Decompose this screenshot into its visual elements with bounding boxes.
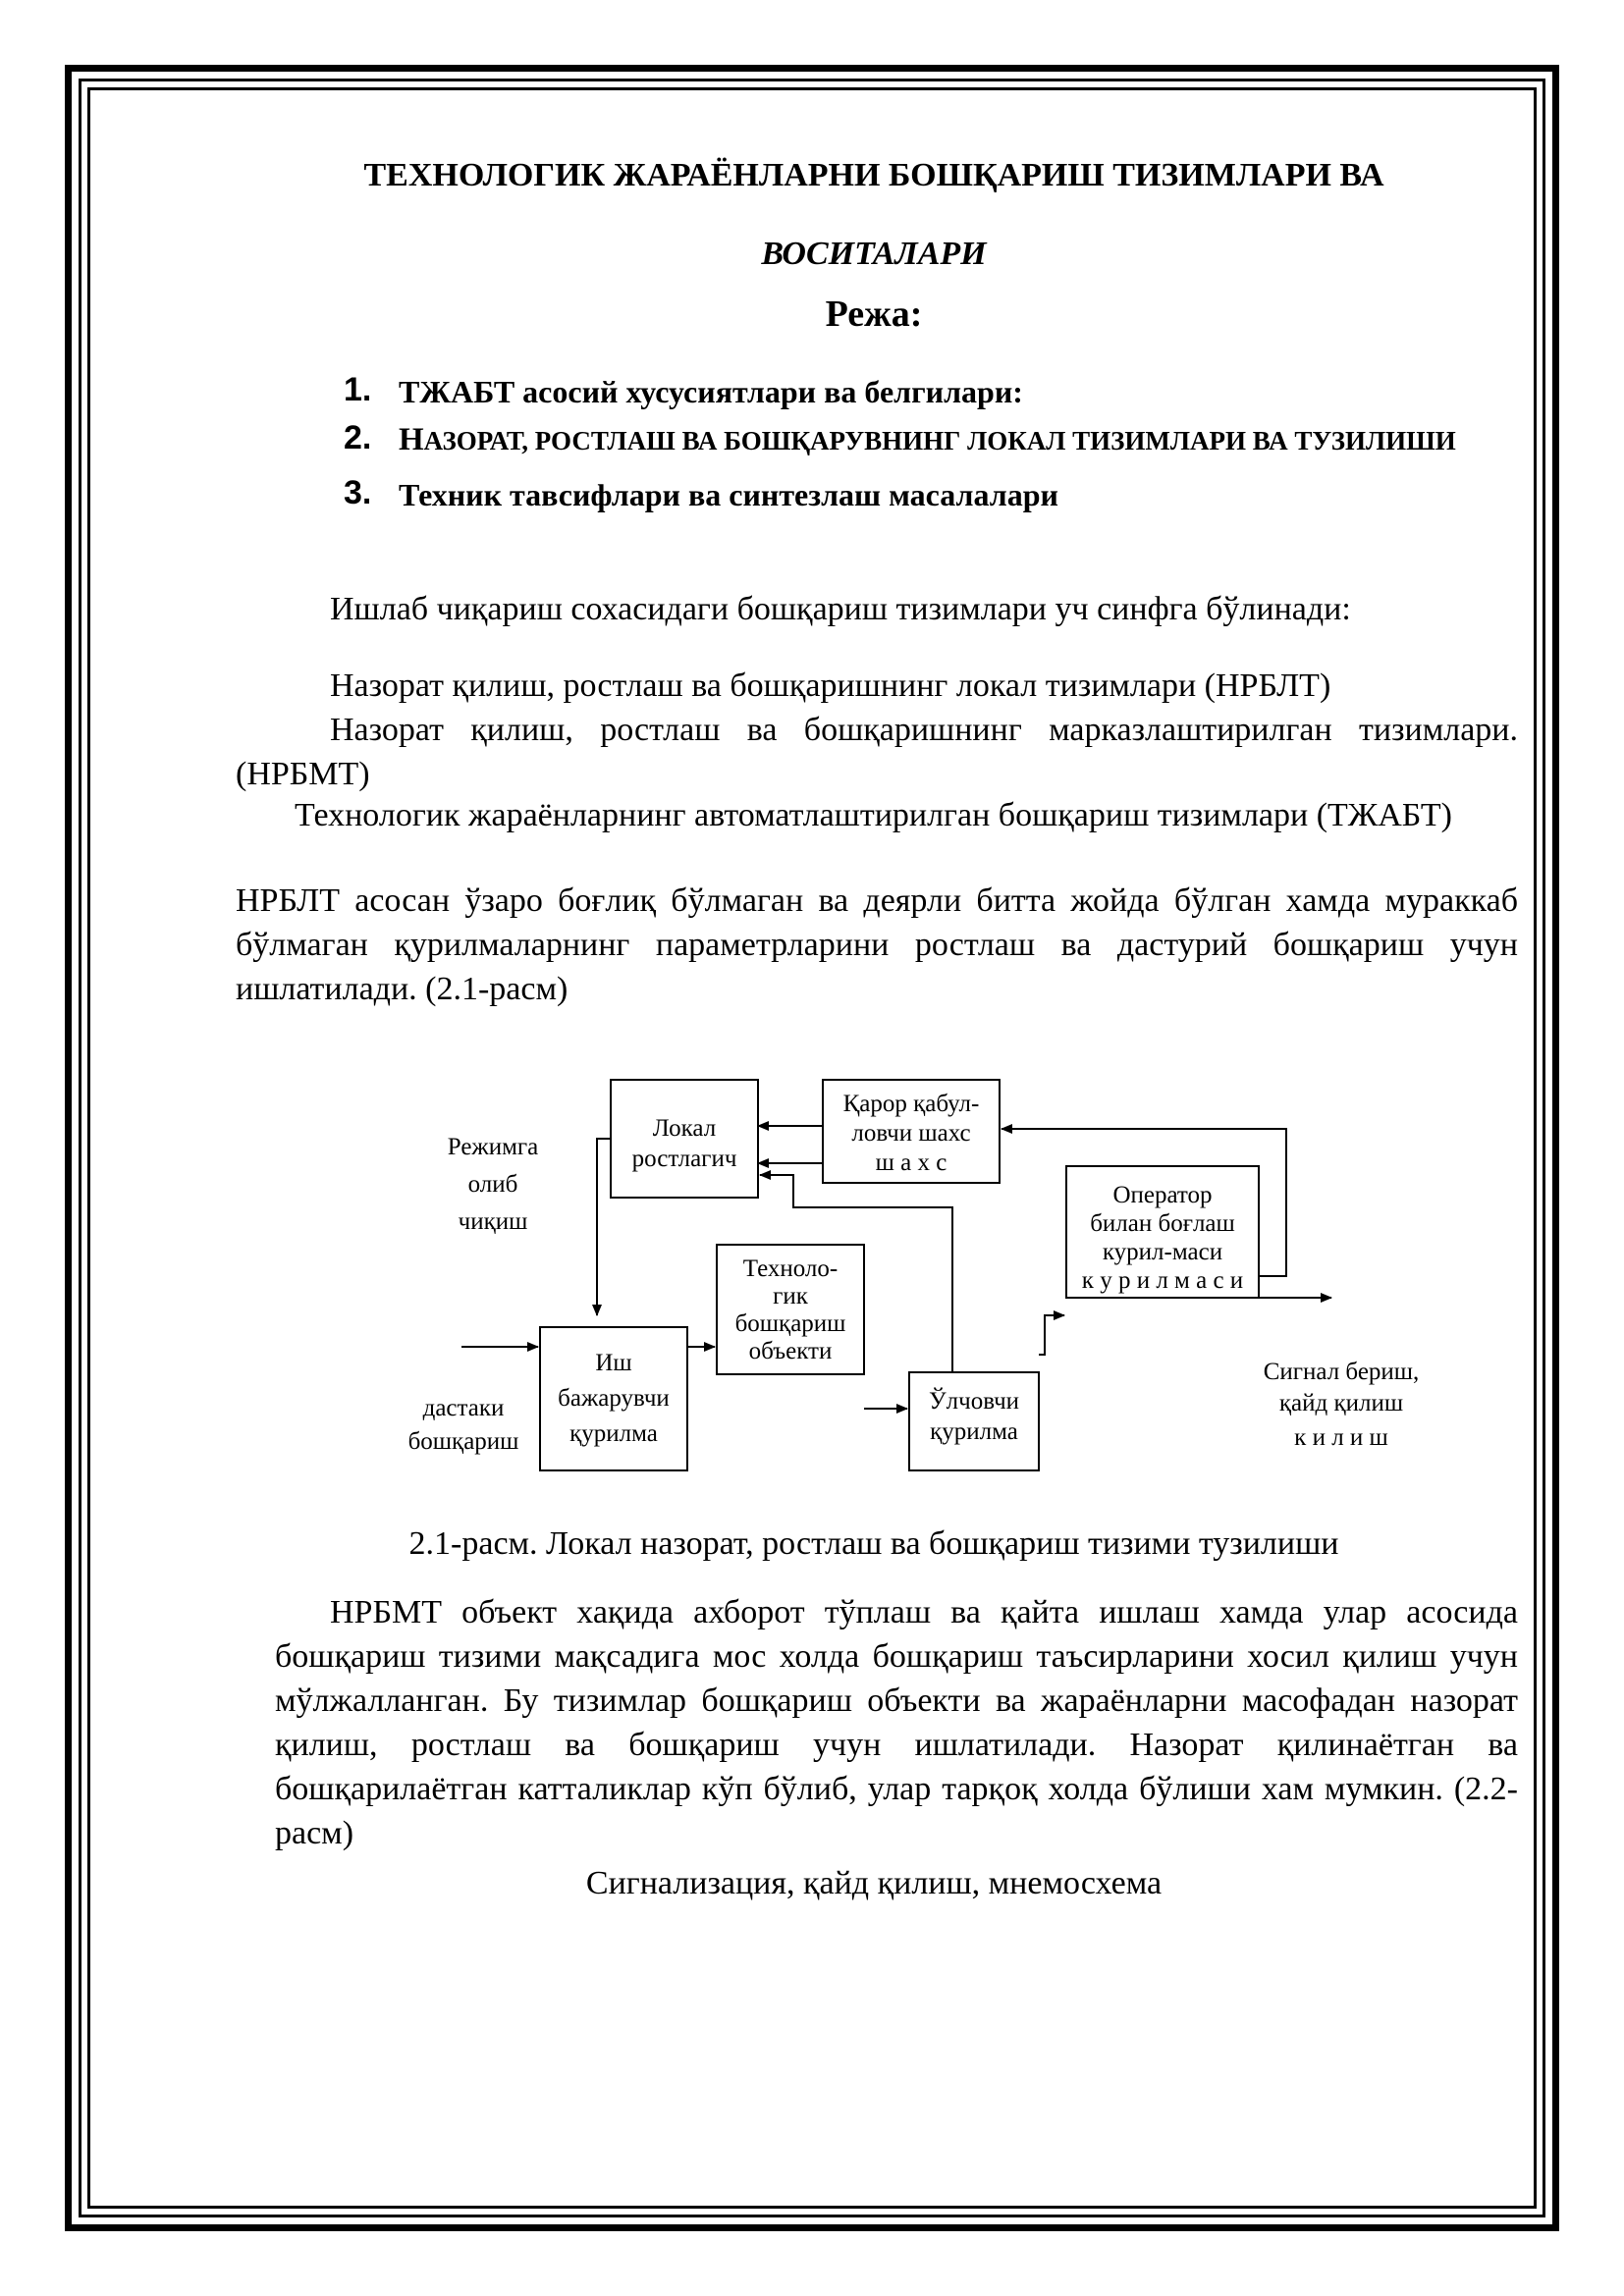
block-diagram — [383, 1060, 1424, 1482]
plan-item-number: 1. — [344, 371, 372, 408]
measuring-label: Ўлчовчи — [928, 1388, 1020, 1415]
actuator-label: қурилма — [569, 1420, 658, 1447]
plan-item-number: 3. — [344, 474, 372, 511]
tech-object-label: бошқариш — [734, 1310, 846, 1337]
actuator-label: Иш — [595, 1350, 632, 1376]
plan-item — [344, 476, 1502, 513]
signal-output-label: қайд қилиш — [1278, 1390, 1404, 1416]
operator-link-label: курил-маси — [1102, 1239, 1223, 1265]
plan-item — [344, 419, 1502, 458]
measuring-label: қурилма — [930, 1418, 1018, 1445]
signal-output-label: к и л и ш — [1294, 1424, 1388, 1451]
actuator-label: бажарувчи — [558, 1385, 670, 1412]
decision-maker-label: Қарор қабул- — [842, 1091, 980, 1117]
local-regulator-label: Локал — [652, 1115, 717, 1142]
plan-item-text: ТЖАБТ асосий хусусиятлари ва белгилари: — [399, 374, 1023, 409]
plan-item — [344, 373, 1502, 410]
mode-exit-label: Режимга — [447, 1134, 539, 1160]
local-regulator-label: ростлагич — [631, 1146, 737, 1172]
operator-link-label: Оператор — [1112, 1182, 1213, 1208]
paragraph-intro: Ишлаб чиқариш сохасидаги бошқариш тизимлари уч синфга бўлинади: — [330, 591, 1351, 627]
tech-object-label: Техноло- — [742, 1255, 839, 1282]
manual-control-label: бошқариш — [407, 1428, 519, 1455]
decision-maker-label: ловчи шахс — [851, 1120, 971, 1147]
paragraph-class-1: Назорат қилиш, ростлаш ва бошқаришнинг локал тизимлари (НРБЛТ) — [330, 667, 1331, 704]
paragraph-nrbmt: НРБМТ объект хақида ахборот тўплаш ва қайта ишлаш хамда улар асосида бошқариш тизими мақсадига мос холда бошқариш таъсирларини хосил қилиш учун мўлжалланган. Бу тизимлар бошқариш объекти ва жараёнларни масофадан назорат қилиш, ростлаш ва бошқариш учун ишлатилади. Назорат қилинаётган ва бошқарилаётган катталиклар кўп бўлиб, улар тарқоқ холда бўлиши хам мумкин. (2.2-расм) — [275, 1594, 1518, 1851]
paragraph-class-3: Технологик жараёнларнинг автоматлаштирилган бошқариш тизимлари (ТЖАБТ) — [295, 797, 1452, 833]
paragraph-class-2: Назорат қилиш, ростлаш ва бошқаришнинг марказлаштирилган тизимлари. (НРБМТ) — [236, 712, 1518, 792]
manual-control-label: дастаки — [422, 1395, 505, 1421]
tech-object-label: объекти — [748, 1338, 833, 1364]
tech-object-label: гик — [773, 1283, 808, 1309]
decision-maker-label: ш а х с — [875, 1149, 947, 1176]
signal-output-label: Сигнал бериш, — [1263, 1359, 1420, 1385]
mode-exit-label: чиқиш — [458, 1208, 528, 1235]
mode-exit-label: олиб — [467, 1171, 518, 1198]
plan-item-text: АЗОРАТ, РОСТЛАШ ВА БОШҚАРУВНИНГ ЛОКАЛ ТИЗИМЛАРИ ВА ТУЗИЛИШИ — [423, 426, 1456, 455]
plan-item-text: Техник тавсифлари ва синтезлаш масалалари — [399, 477, 1058, 512]
paragraph-nrblt: НРБЛТ асосан ўзаро боғлиқ бўлмаган ва деярли битта жойда бўлган хамда мураккаб бўлмаган қурилмаларнинг параметрларини ростлаш ва дастурий бошқариш учун ишлатилади. (2.1-расм) — [236, 882, 1518, 1007]
plan-heading: Режа: — [825, 294, 923, 335]
plan-item-number: 2. — [344, 419, 372, 456]
operator-link-label: к у р и л м а с и — [1081, 1267, 1244, 1294]
document-title-line-2: ВОСИТАЛАРИ — [761, 236, 987, 272]
plan-list — [344, 373, 1502, 513]
operator-link-label: билан боғлаш — [1090, 1210, 1235, 1237]
document-title-line-1: ТЕХНОЛОГИК ЖАРАЁНЛАРНИ БОШҚАРИШ ТИЗИМЛАРИ ВА — [363, 157, 1384, 193]
final-line: Сигнализация, қайд қилиш, мнемосхема — [585, 1865, 1163, 1901]
figure-caption: 2.1-расм. Локал назорат, ростлаш ва бошқариш тизими тузилиши — [408, 1525, 1339, 1562]
plan-item-initial: Н — [399, 422, 424, 457]
